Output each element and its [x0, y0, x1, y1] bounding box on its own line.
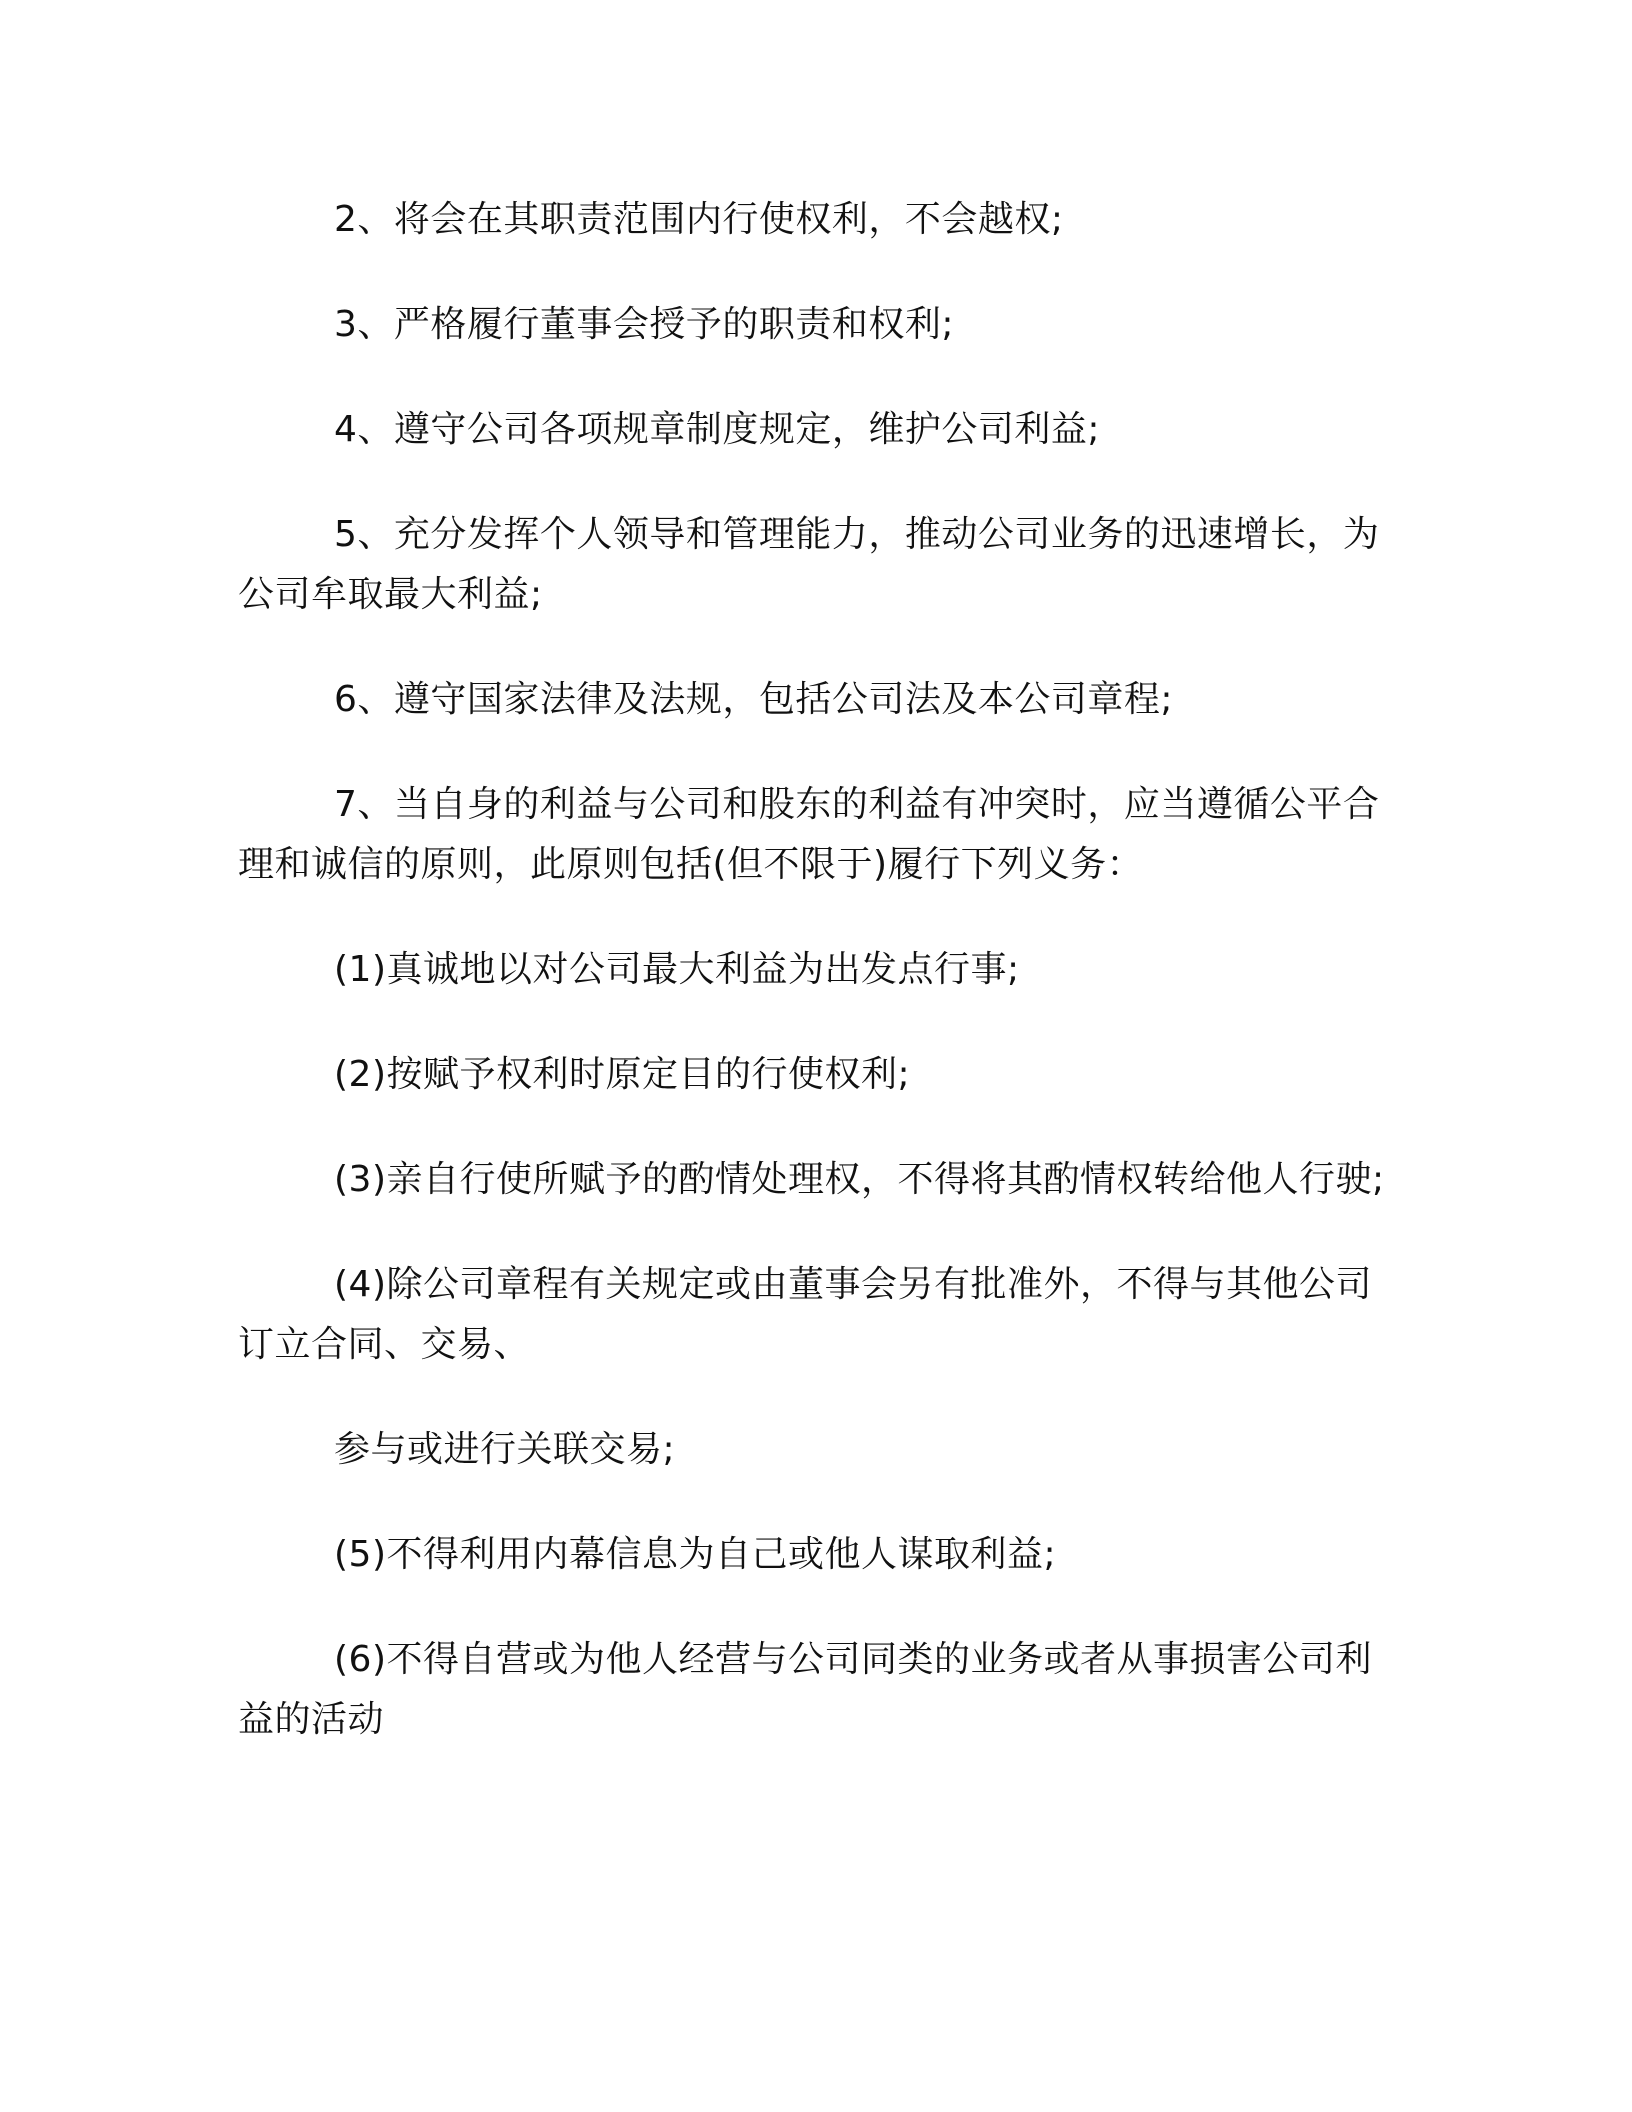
duty-2: (2)按赋予权利时原定目的行使权利;	[334, 1054, 911, 1095]
duty-4: (4)除公司章程有关规定或由董事会另有批准外，不得与其他公司订立合同、交易、	[238, 1264, 1372, 1365]
clause-7: 7、当自身的利益与公司和股东的利益有冲突时，应当遵循公平合理和诚信的原则，此原则包括(但不限于)履行下列义务：	[238, 784, 1380, 885]
clause-2: 2、将会在其职责范围内行使权利，不会越权;	[334, 199, 1064, 240]
duty-5: (5)不得利用内幕信息为自己或他人谋取利益;	[334, 1534, 1057, 1575]
clause-5: 5、充分发挥个人领导和管理能力，推动公司业务的迅速增长，为公司牟取最大利益;	[238, 514, 1380, 615]
clause-3: 3、严格履行董事会授予的职责和权利;	[334, 304, 955, 345]
duty-3: (3)亲自行使所赋予的酌情处理权，不得将其酌情权转给他人行驶;	[334, 1159, 1385, 1200]
clause-4: 4、遵守公司各项规章制度规定，维护公司利益;	[334, 409, 1101, 450]
duty-4-continuation: 参与或进行关联交易;	[334, 1429, 676, 1470]
clause-6: 6、遵守国家法律及法规，包括公司法及本公司章程;	[334, 679, 1174, 720]
duty-1: (1)真诚地以对公司最大利益为出发点行事;	[334, 949, 1020, 990]
document-body	[238, 190, 1408, 1795]
duty-6: (6)不得自营或为他人经营与公司同类的业务或者从事损害公司利益的活动	[238, 1639, 1372, 1740]
